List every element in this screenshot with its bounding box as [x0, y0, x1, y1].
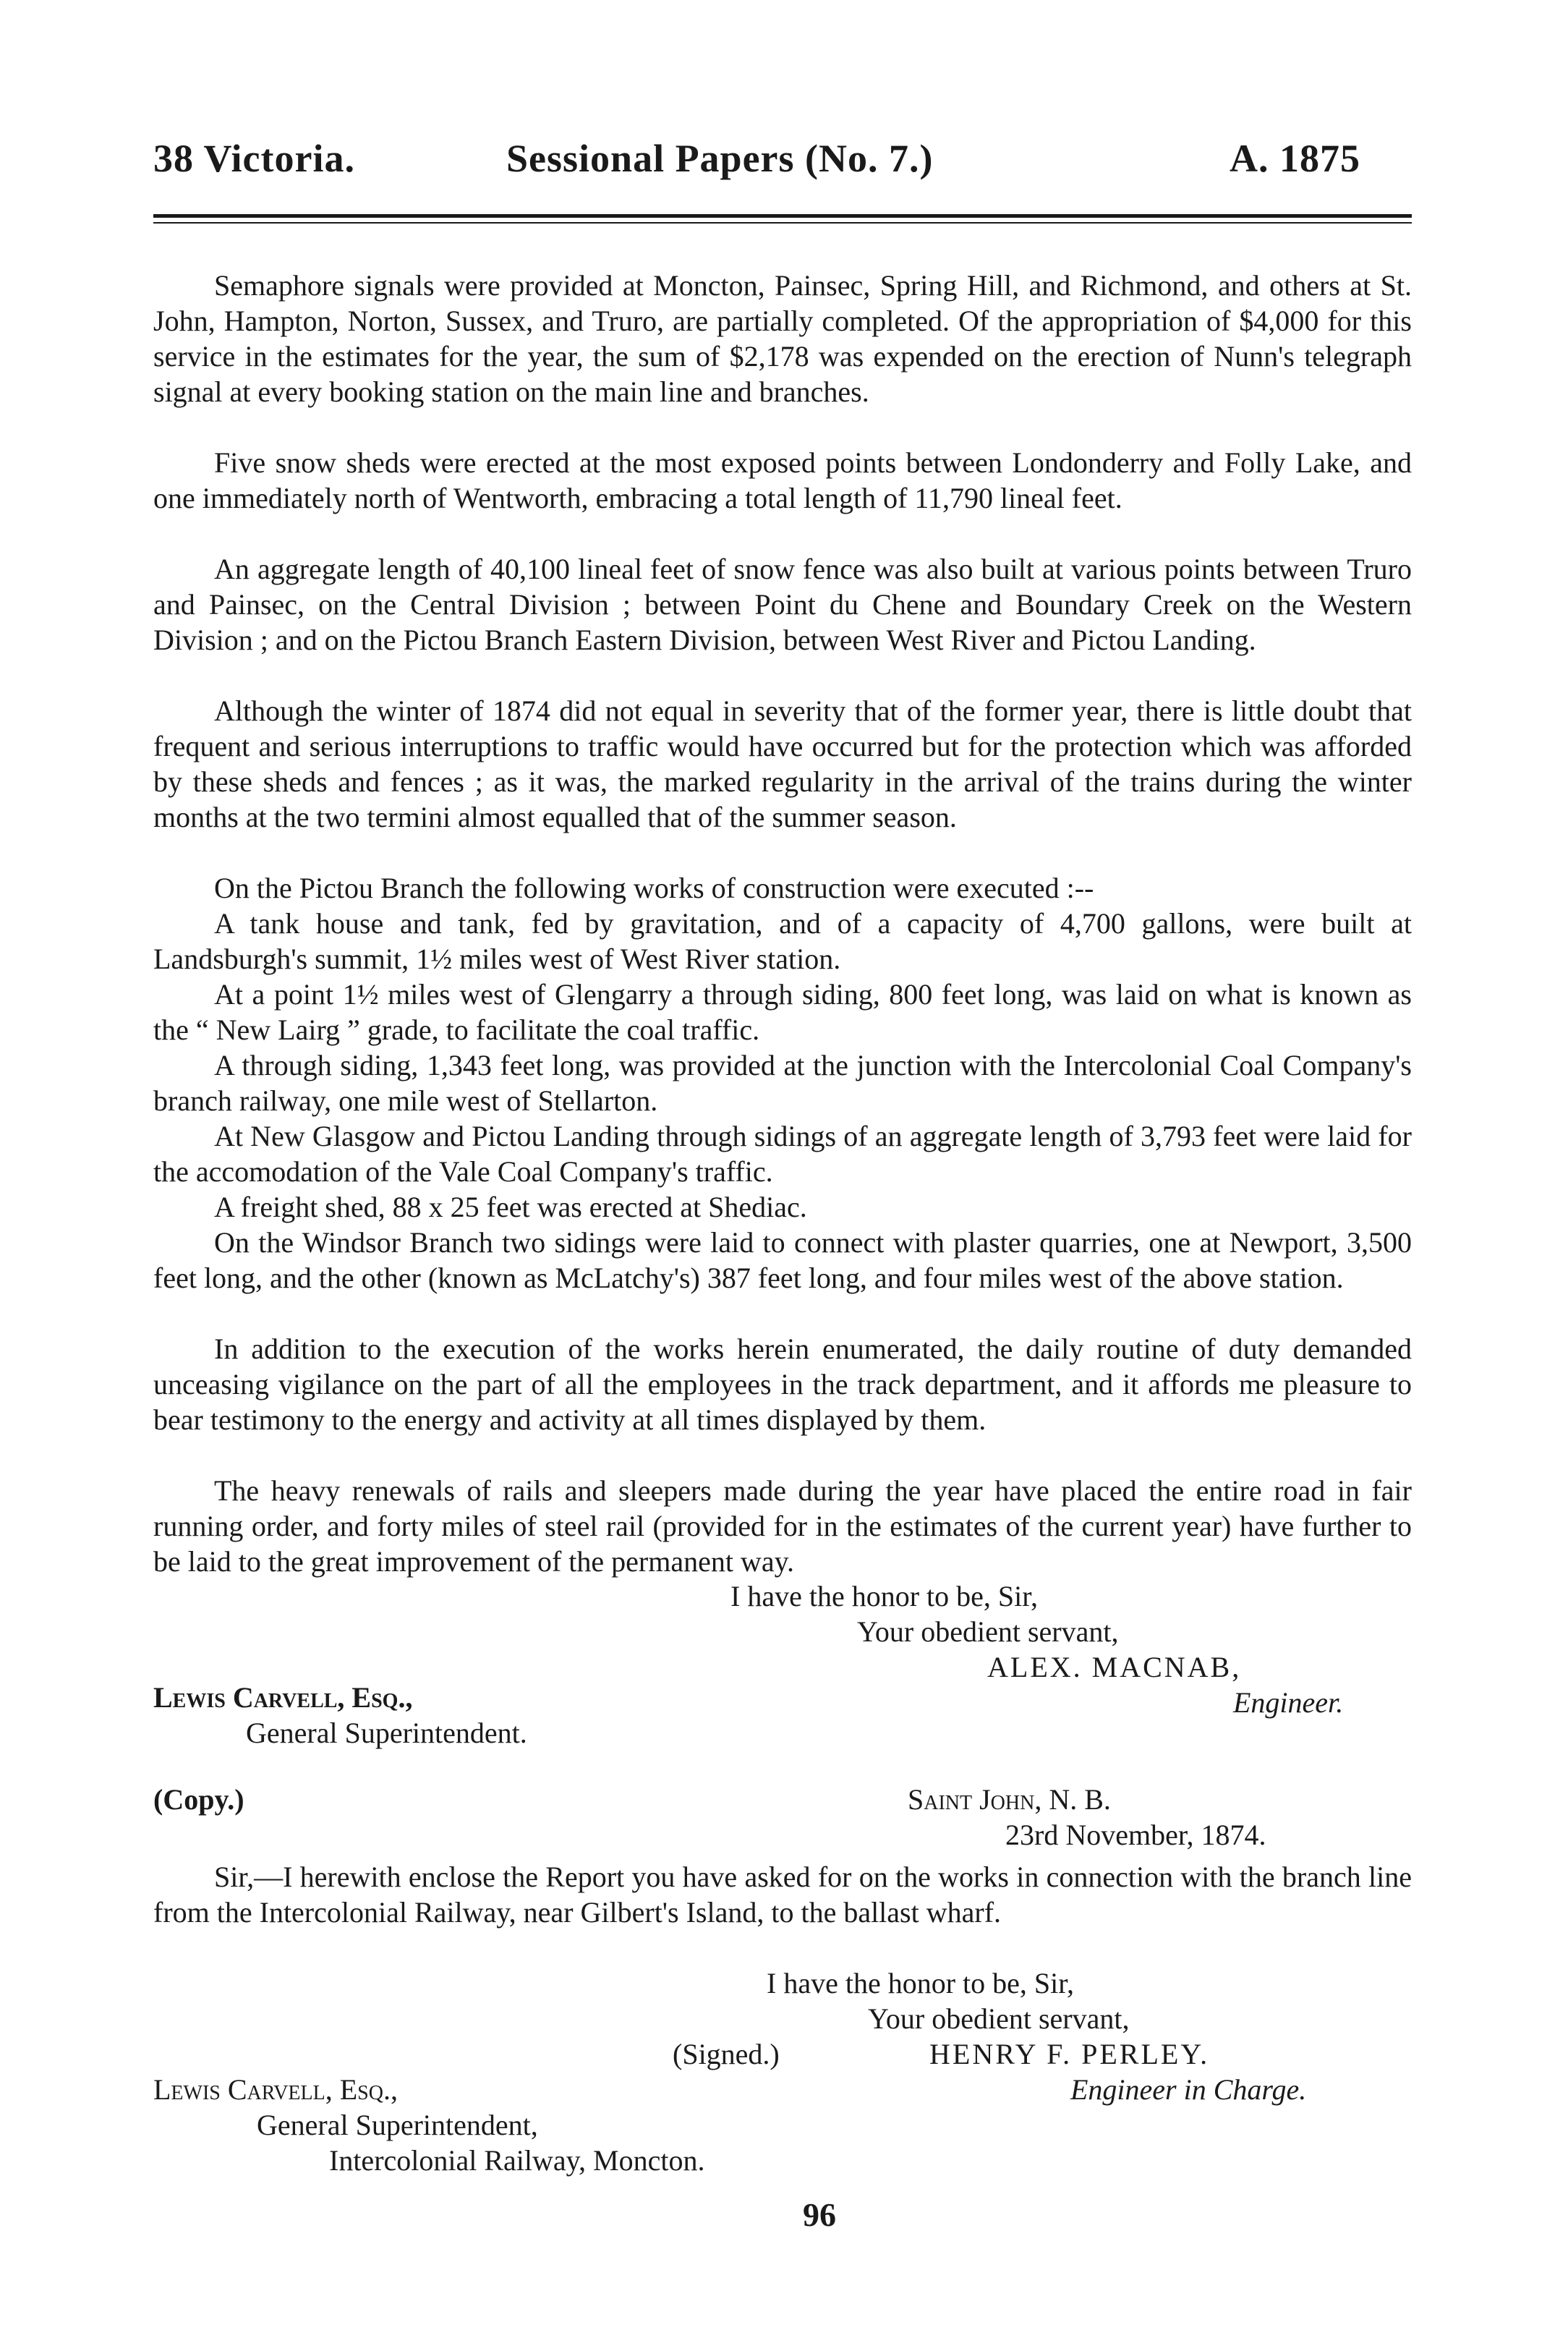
- report-signer: ALEX. MACNAB,: [987, 1651, 1242, 1683]
- report-addressee-name: Lewis Carvell, Esq.,: [153, 1681, 413, 1714]
- letter-signer: HENRY F. PERLEY.: [929, 2038, 1210, 2070]
- letter-date: 23rd November, 1874.: [1005, 1819, 1266, 1851]
- report-paragraph: On the Pictou Branch the following works of construction were executed :--: [214, 872, 1094, 904]
- header-title: Sessional Papers (No. 7.): [506, 137, 934, 180]
- header-rule-thin: [153, 222, 1412, 224]
- report-paragraph: A through siding, 1,343 feet long, was provided at the junction with the Intercolonial Coal Company's branch railway, one mile west of Stellarton.: [153, 1049, 1412, 1117]
- report-paragraph: Although the winter of 1874 did not equal in severity that of the former year, there is little doubt that frequent and serious interruptions to traffic would have occurred but for the protection which was afforded by these sheds and fences ; as it was, the marked regularity in the arrival of the trains during the winter months at the two termini almost equalled that of the summer season.: [153, 694, 1412, 833]
- letter-place: Saint John, N. B.: [908, 1783, 1111, 1816]
- header-year: A. 1875: [1230, 137, 1360, 180]
- letter-signer-title: Engineer in Charge.: [1070, 2073, 1307, 2106]
- letter-addressee-title: General Superintendent,: [257, 2109, 538, 2141]
- report-paragraph: On the Windsor Branch two sidings were laid to connect with plaster quarries, one at Newport, 3,500 feet long, and the other (known as McLatchy's) 387 feet long, and four miles west of the above station.: [153, 1226, 1412, 1294]
- report-paragraph: A freight shed, 88 x 25 feet was erected at Shediac.: [214, 1191, 807, 1223]
- report-closing: Your obedient servant,: [857, 1615, 1119, 1648]
- report-paragraph: A tank house and tank, fed by gravitation, and of a capacity of 4,700 gallons, were built at Landsburgh's summit, 1½ miles west of West River station.: [153, 907, 1412, 975]
- report-paragraph: Five snow sheds were erected at the most exposed points between Londonderry and Folly Lake, and one immediately north of Wentworth, embracing a total length of 11,790 lineal feet.: [153, 446, 1412, 514]
- letter-signed-mark: (Signed.): [673, 2038, 780, 2070]
- letter-addressee-org: Intercolonial Railway, Moncton.: [329, 2144, 705, 2177]
- report-addressee-title: General Superintendent.: [246, 1717, 527, 1749]
- report-paragraph: At New Glasgow and Pictou Landing through sidings of an aggregate length of 3,793 feet were laid for the accomodation of the Vale Coal Company's traffic.: [153, 1120, 1412, 1188]
- report-paragraph: Semaphore signals were provided at Moncton, Painsec, Spring Hill, and Richmond, and others at St. John, Hampton, Norton, Sussex, and Truro, are partially completed. Of the appropriation of $4,000 for this service in the estimates for the year, the sum of $2,178 was expended on the erection of Nunn's telegraph signal at every booking station on the main line and branches.: [153, 269, 1412, 408]
- letter-closing: I have the honor to be, Sir,: [767, 1967, 1074, 1999]
- report-signer-title: Engineer.: [1233, 1686, 1344, 1719]
- copy-label: (Copy.): [153, 1783, 244, 1816]
- report-paragraph: At a point 1½ miles west of Glengarry a through siding, 800 feet long, was laid on what is known as the “ New Lairg ” grade, to facilitate the coal traffic.: [153, 978, 1412, 1046]
- header-volume: 38 Victoria.: [153, 137, 355, 180]
- report-paragraph: In addition to the execution of the works herein enumerated, the daily routine of duty demanded unceasing vigilance on the part of all the employees in the track department, and it affords me pleasure to bear testimony to the energy and activity at all times displayed by them.: [153, 1332, 1412, 1436]
- letter-body: Sir,—I herewith enclose the Report you have asked for on the works in connection with the branch line from the Intercolonial Railway, near Gilbert's Island, to the ballast wharf.: [153, 1861, 1412, 1929]
- page-number: 96: [803, 2196, 836, 2233]
- report-closing: I have the honor to be, Sir,: [730, 1580, 1038, 1612]
- report-paragraph: An aggregate length of 40,100 lineal feet of snow fence was also built at various points between Truro and Painsec, on the Central Division ; between Point du Chene and Boundary Creek on the Western Division ; and on the Pictou Branch Eastern Division, between West River and Pictou Landing.: [153, 553, 1412, 656]
- letter-addressee-name: Lewis Carvell, Esq.,: [153, 2073, 398, 2106]
- header-rule: [153, 214, 1412, 218]
- report-paragraph: The heavy renewals of rails and sleepers made during the year have placed the entire road in fair running order, and forty miles of steel rail (provided for in the estimates of the current year) have further to be laid to the great improvement of the permanent way.: [153, 1474, 1412, 1578]
- letter-closing: Your obedient servant,: [868, 2002, 1130, 2035]
